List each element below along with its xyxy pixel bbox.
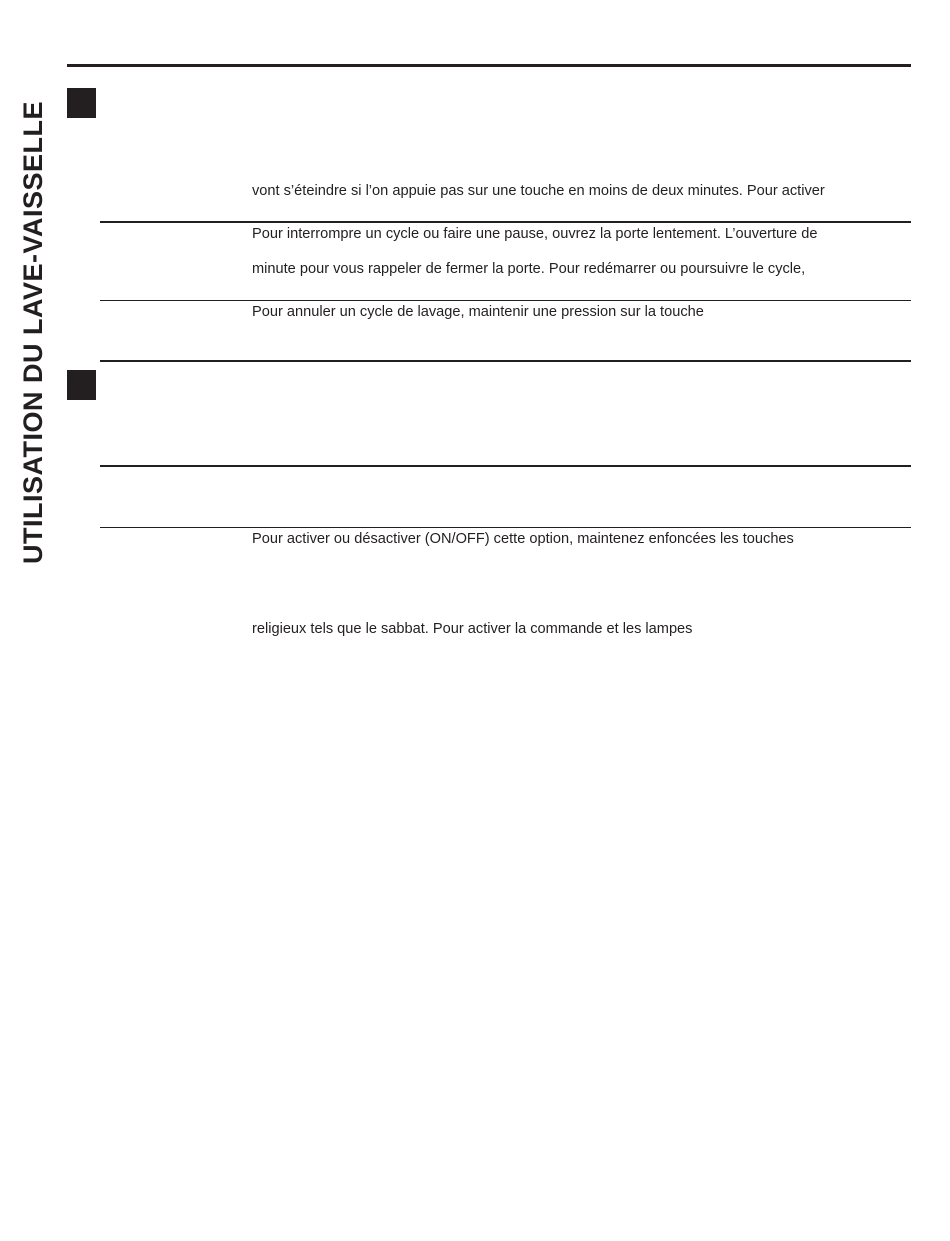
body-text-line: vont s’éteindre si l’on appuie pas sur une touche en moins de deux minutes. Pour activer bbox=[252, 183, 825, 199]
body-text-line: minute pour vous rappeler de fermer la porte. Pour redémarrer ou poursuivre le cycle, bbox=[252, 261, 806, 277]
body-text-line: Pour annuler un cycle de lavage, maintenir une pression sur la touche bbox=[252, 304, 704, 320]
top-divider bbox=[67, 64, 911, 67]
section-marker-square bbox=[67, 88, 96, 118]
section-divider bbox=[100, 465, 911, 467]
body-text-line: religieux tels que le sabbat. Pour activer la commande et les lampes bbox=[252, 621, 693, 637]
body-text-line: Pour activer ou désactiver (ON/OFF) cette option, maintenez enfoncées les touches bbox=[252, 531, 794, 547]
side-section-title: UTILISATION DU LAVE-VAISSELLE bbox=[18, 100, 48, 564]
body-text-line: Pour interrompre un cycle ou faire une pause, ouvrez la porte lentement. L’ouverture de bbox=[252, 226, 818, 242]
section-divider bbox=[100, 360, 911, 362]
row-divider bbox=[100, 527, 911, 528]
row-divider bbox=[100, 221, 911, 223]
section-marker-square bbox=[67, 370, 96, 400]
row-divider bbox=[100, 300, 911, 301]
